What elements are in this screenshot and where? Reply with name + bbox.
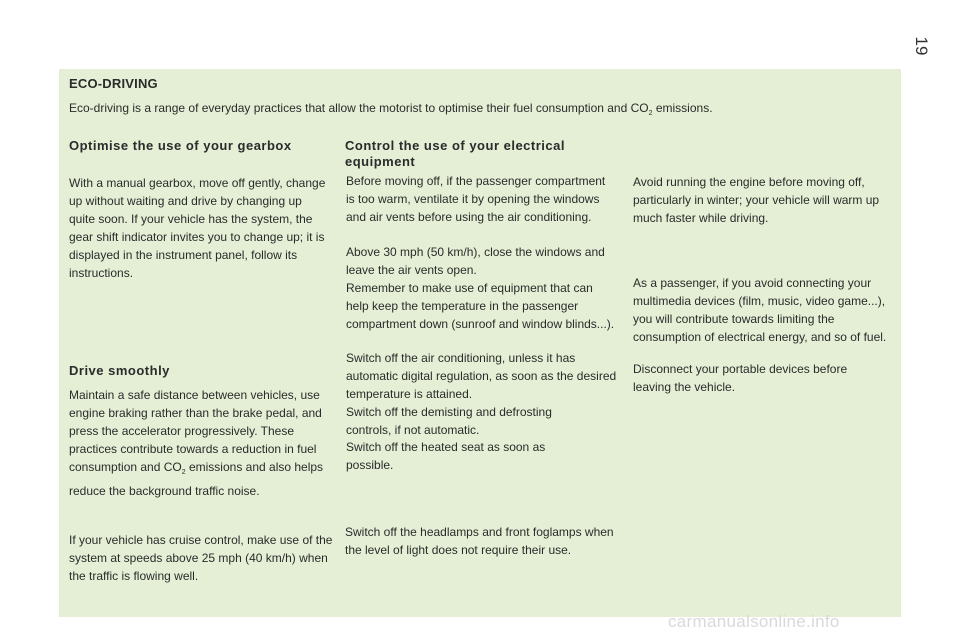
cruise-control-text: If your vehicle has cruise control, make use of the system at speeds above 25 mph (40 km/h) when the traffic is flowing well. [69, 533, 333, 583]
right-p1: Avoid running the engine before moving off, particularly in winter; your vehicle will warm up much faster while driving. [633, 175, 880, 225]
gearbox-text: With a manual gearbox, move off gently, change up without waiting and drive by changing up quite soon. If your vehicle has the system, the gear shift indicator invites you to change up; it is displayed in the instrument panel, follow its instructions. [69, 176, 326, 280]
right-p3: Disconnect your portable devices before leaving the vehicle. [633, 362, 848, 394]
intro-subscript: 2 [648, 110, 653, 117]
section-title: ECO-DRIVING [69, 76, 158, 91]
electrical-heading: Control the use of your electrical equipment [345, 138, 565, 169]
intro-text-main: Eco-driving is a range of everyday practices that allow the motorist to optimise their fuel consumption and CO [69, 101, 649, 115]
drive-heading: Drive smoothly [69, 363, 170, 378]
electrical-p7: Switch off the headlamps and front foglamps when the level of light does not require their use. [345, 525, 614, 557]
drive-text [69, 386, 331, 500]
electrical-p2: Above 30 mph (50 km/h), close the windows and leave the air vents open. [346, 245, 605, 277]
drive-text-end: emissions and also helps reduce the background traffic noise. [69, 460, 324, 498]
electrical-p3: Remember to make use of equipment that can help keep the temperature in the passenger compartment down (sunroof and window blinds...). [346, 281, 615, 331]
watermark: carmanualsonline.info [668, 612, 840, 631]
intro-text [69, 100, 889, 122]
drive-subscript: 2 [181, 469, 186, 476]
right-p2: As a passenger, if you avoid connecting your multimedia devices (film, music, video game...), you will contribute towards limiting the consumption of electrical energy, and so of fuel. [633, 276, 887, 344]
electrical-p6: Switch off the heated seat as soon as possible. [346, 440, 546, 472]
gearbox-heading: Optimise the use of your gearbox [69, 138, 292, 153]
electrical-p4: Switch off the air conditioning, unless it has automatic digital regulation, as soon as the desired temperature is attained. [346, 351, 617, 401]
drive-text-main: Maintain a safe distance between vehicles, use engine braking rather than the brake pedal, and press the accelerator progressively. These practices contribute towards a reduction in fuel consumption and CO [69, 388, 322, 474]
electrical-p5: Switch off the demisting and defrosting controls, if not automatic. [346, 405, 552, 437]
electrical-p1: Before moving off, if the passenger compartment is too warm, ventilate it by opening the windows and air vents before using the air conditioning. [346, 174, 606, 224]
page-number: 19 [912, 36, 931, 56]
intro-text-end: emissions. [652, 101, 713, 115]
